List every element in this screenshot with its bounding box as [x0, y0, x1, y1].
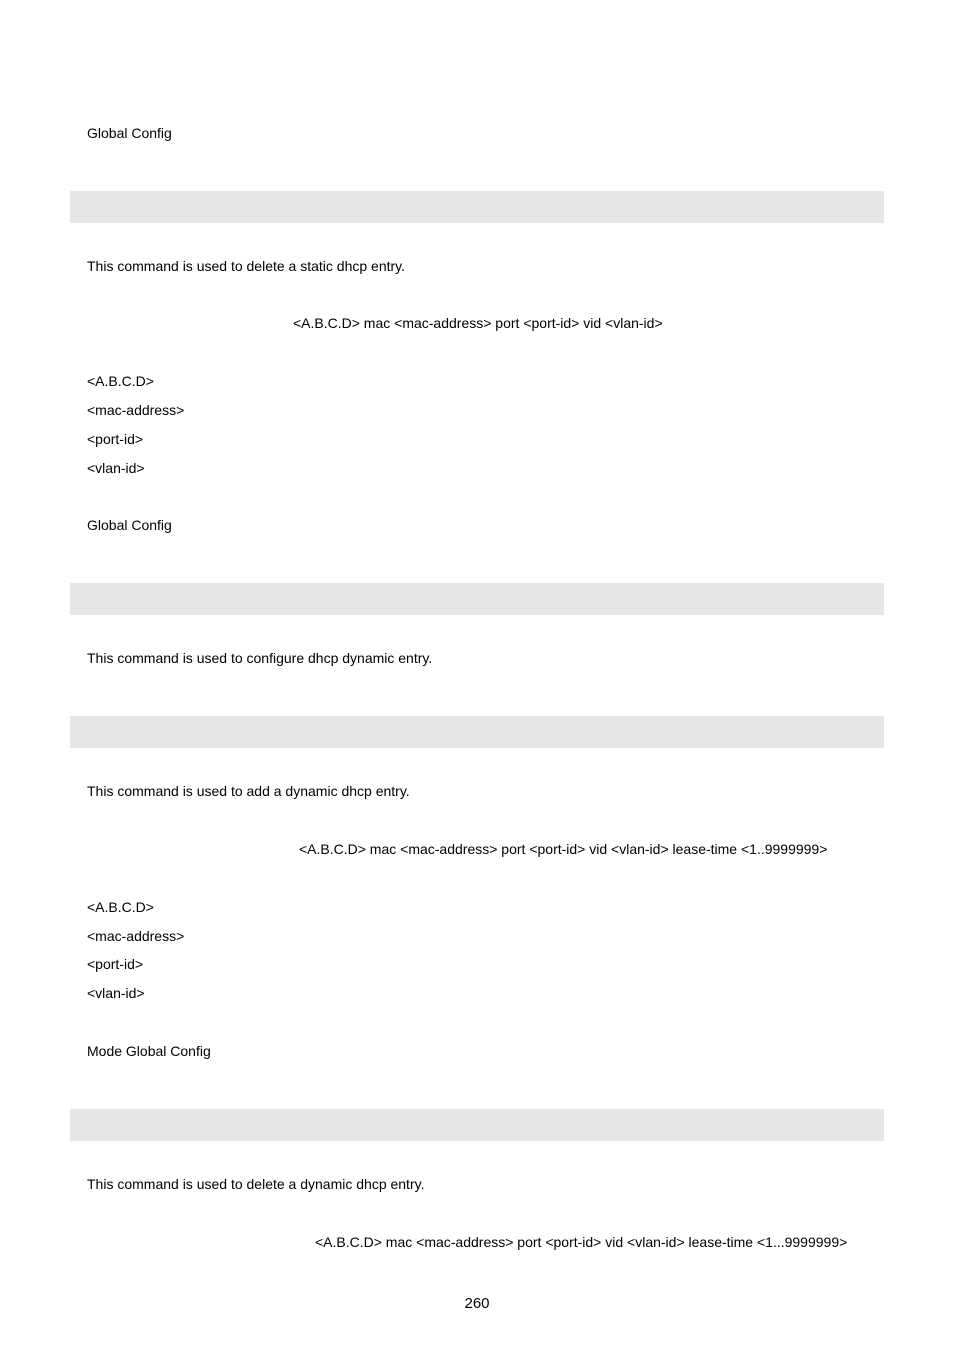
parameter-name: <A.B.C.D>: [87, 899, 154, 915]
command-description: This command is used to add a dynamic dhcp entry.: [87, 783, 410, 799]
command-header-bar: [70, 1109, 884, 1141]
parameter-name: <vlan-id>: [87, 460, 145, 476]
command-description: This command is used to configure dhcp dynamic entry.: [87, 650, 433, 666]
command-header-bar: [70, 191, 884, 223]
command-syntax: <A.B.C.D> mac <mac-address> port <port-id> vid <vlan-id> lease-time <1...9999999>: [315, 1234, 848, 1250]
mode-text: Mode Global Config: [87, 1043, 211, 1059]
command-syntax: <A.B.C.D> mac <mac-address> port <port-id> vid <vlan-id> lease-time <1..9999999>: [299, 841, 828, 857]
command-description: This command is used to delete a dynamic dhcp entry.: [87, 1176, 425, 1192]
page-number: 260: [464, 1295, 490, 1312]
command-syntax: <A.B.C.D> mac <mac-address> port <port-id> vid <vlan-id>: [293, 315, 663, 331]
parameter-name: <mac-address>: [87, 402, 185, 418]
mode-text: Global Config: [87, 125, 172, 141]
parameter-name: <mac-address>: [87, 928, 185, 944]
parameter-name: <vlan-id>: [87, 985, 145, 1001]
command-header-bar: [70, 716, 884, 748]
mode-text: Global Config: [87, 517, 172, 533]
command-description: This command is used to delete a static dhcp entry.: [87, 258, 406, 274]
command-header-bar: [70, 583, 884, 615]
parameter-name: <A.B.C.D>: [87, 373, 154, 389]
parameter-name: <port-id>: [87, 956, 144, 972]
parameter-name: <port-id>: [87, 431, 144, 447]
